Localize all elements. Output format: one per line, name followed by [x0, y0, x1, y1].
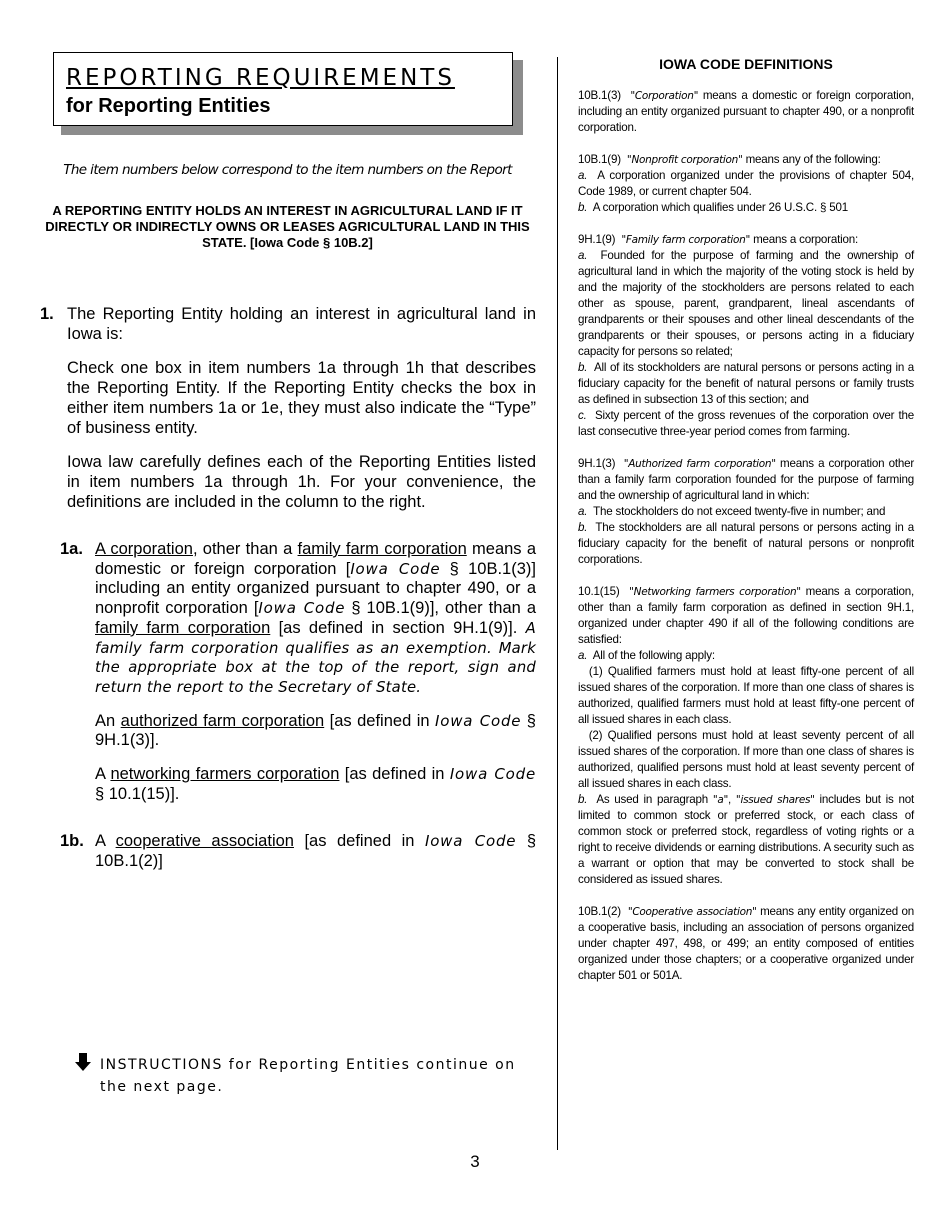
- item-1a-paragraph: A corporation, other than a family farm corporation means a domestic or foreign corporation [Iowa Code § 10B.1(3)] including an entity organized pursuant to chapter 490, or a nonprofit corporation [Iowa Code § 10B.1(9)], other than a family farm corporation [as defined in section 9H.1(9)]. A family farm corporation qualifies as an exemption. Mark the appropriate box at the top of the report, sign and return the report to the Secretary of State.: [95, 540, 537, 696]
- page-subtitle: for Reporting Entities: [66, 95, 271, 117]
- continue-note: INSTRUCTIONS for Reporting Entities continue on the next page.: [100, 1057, 516, 1095]
- item-1-paragraph: The Reporting Entity holding an interest in agricultural land in Iowa is:: [67, 305, 536, 343]
- item-1a-paragraph: An authorized farm corporation [as defined in Iowa Code § 9H.1(3)].: [95, 711, 536, 750]
- page-number: 3: [470, 1152, 480, 1171]
- item-numbers-note: The item numbers below correspond to the item numbers on the Report: [63, 162, 512, 178]
- item-1-body: [67, 305, 536, 527]
- item-1a-number: 1a.: [60, 540, 83, 558]
- family-farm-term: family farm corporation: [95, 618, 271, 637]
- networking-farmers-term: networking farmers corporation: [110, 765, 340, 784]
- cooperative-term: cooperative association: [115, 832, 294, 850]
- definition-nonprofit: 10B.1(9) "Nonprofit corporation" means any of the following: a. A corporation organized under the provisions of chapter 504, Code 1989, or current chapter 504. b. A corporation which qualifies under 26 U.S.C. § 501: [578, 153, 914, 214]
- corporation-term: A corporation: [95, 540, 193, 558]
- item-1a-body: [95, 540, 536, 818]
- title-box: [53, 52, 513, 126]
- item-1b-number: 1b.: [60, 832, 84, 850]
- authorized-farm-term: authorized farm corporation: [120, 711, 325, 730]
- item-1-paragraph: Iowa law carefully defines each of the Reporting Entities listed in item numbers 1a through 1h. For your convenience, the definitions are included in the column to the right.: [67, 453, 536, 511]
- exemption-note: A family farm corporation qualifies as an exemption. Mark the appropriate box at the top of the report, sign and return the report to the Secretary of State.: [95, 619, 536, 696]
- item-1-paragraph: Check one box in item numbers 1a through 1h that describes the Reporting Entity. If the Reporting Entity checks the box in either item numbers 1a or 1e, they must also indicate the “Type” of business entity.: [67, 359, 536, 437]
- item-1b-paragraph: A cooperative association [as defined in Iowa Code § 10B.1(2)]: [95, 832, 537, 870]
- definition-family-farm: 9H.1(9) "Family farm corporation" means a corporation: a. Founded for the purpose of farming and the ownership of agricultural land in which the majority of the voting stock is held by and the majority of the stockholders are persons related to each other as spouse, parent, grandparent, lineal ascendants of grandparents or their spouses and other lineal descendants of the grandparents or their spouses, or persons acting in a fiduciary capacity for persons so related; b. All of its stockholders are natural persons or persons acting in a fiduciary capacity for the benefit of natural persons or family trusts as defined in subsection 13 of this section; and c. Sixty percent of the gross revenues of the corporation over the last consecutive three-year period comes from farming.: [578, 233, 915, 438]
- definitions-title: IOWA CODE DEFINITIONS: [659, 56, 833, 72]
- definition-authorized: 9H.1(3) "Authorized farm corporation" means a corporation other than a family farm corporation founded for the purpose of farming and the ownership of agricultural land in which: a. The stockholders do not exceed twenty-five in number; and b. The stockholders are all natural persons or persons acting in a fiduciary capacity for the benefit of natural persons or nonprofit corporations.: [578, 457, 914, 566]
- item-1-number: 1.: [40, 305, 54, 323]
- family-farm-term: family farm corporation: [297, 540, 467, 558]
- arrow-down-icon: [73, 1051, 93, 1073]
- item-1b-body: [95, 832, 536, 885]
- definitions-column: [578, 56, 914, 1000]
- item-1a-paragraph: A networking farmers corporation [as defined in Iowa Code § 10.1(15)].: [95, 765, 537, 803]
- column-divider: [557, 57, 558, 1150]
- definition-corporation: 10B.1(3) "Corporation" means a domestic or foreign corporation, including an entity organized pursuant to chapter 490, or a nonprofit corporation.: [578, 89, 915, 134]
- definition-networking: 10.1(15) "Networking farmers corporation" means a corporation, other than a family farm corporation as defined in section 9H.1, organized under chapter 490 if all of the following conditions are satisfied: a. All of the following apply: (1) Qualified farmers must hold at least fifty-one percent of all issued shares of the corporation. If more than one class of shares is authorized, qualified farmers must hold at least fifty-one percent of all issued shares in each class. (2) Qualified persons must hold at least seventy percent of all issued shares of the corporation. If more than one class of shares is authorized, qualified persons must hold at least seventy percent of all issued shares in each class. b. As used in paragraph "a", "issued shares" includes but is not limited to common stock or preferred stock, or each class of common stock or preferred stock, regardless of voting rights or a right to receive dividends or earning distributions. A security such as a warrant or option that may be converted to stock shall be considered as issued shares.: [578, 585, 915, 886]
- interest-rule: A REPORTING ENTITY HOLDS AN INTEREST IN AGRICULTURAL LAND IF IT DIRECTLY OR INDIRECTLY OWNS OR LEASES AGRICULTURAL LAND IN THIS STATE. [Iowa Code § 10B.2]: [45, 203, 530, 250]
- definition-cooperative: 10B.1(2) "Cooperative association" means any entity organized on a cooperative basis, including an association of persons organized under chapter 497, 498, or 499; an entity composed of entities organized under those chapters; or a cooperative organized under chapter 501 or 501A.: [578, 905, 914, 982]
- page-title: REPORTING REQUIREMENTS: [66, 65, 455, 91]
